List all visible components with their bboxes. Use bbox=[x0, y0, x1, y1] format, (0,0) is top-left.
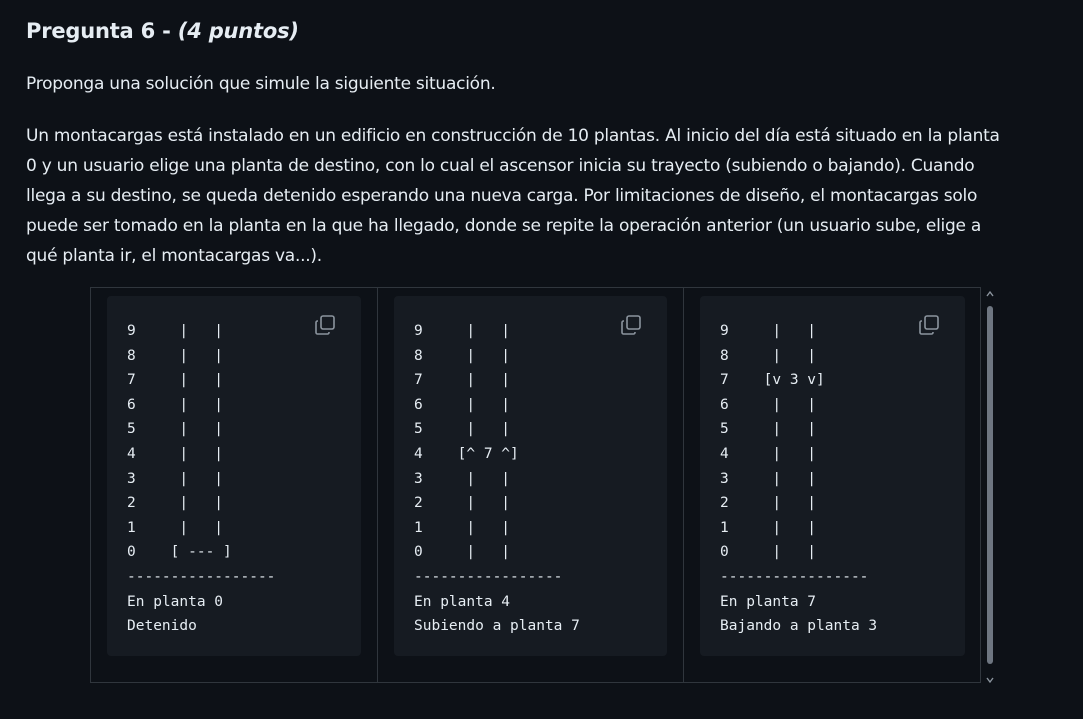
copy-icon bbox=[918, 314, 940, 336]
question-description bbox=[26, 121, 1066, 271]
scroll-thumb[interactable] bbox=[987, 306, 993, 664]
copy-button-1[interactable] bbox=[314, 314, 336, 336]
code-block-1 bbox=[107, 296, 361, 656]
description-line: puede ser tomado en la planta en la que ha llegado, donde se repite la operación anterior (un usuario sube, elige a bbox=[26, 216, 982, 236]
copy-icon bbox=[314, 314, 336, 336]
example-cell-1 bbox=[91, 288, 378, 682]
description-line: qué planta ir, el montacargas va...). bbox=[26, 246, 322, 266]
code-block-3 bbox=[700, 296, 965, 656]
examples-table bbox=[90, 287, 981, 683]
example-cell-2 bbox=[378, 288, 684, 682]
copy-icon bbox=[620, 314, 642, 336]
code-block-2 bbox=[394, 296, 667, 656]
code-text-3: 9 | | 8 | | 7 [v 3 v] 6 | | 5 | | 4 | | 3 | | 2 | | 1 | | 0 | | ----------------- En planta 7 Bajando a planta 3 bbox=[720, 323, 878, 635]
copy-button-3[interactable] bbox=[918, 314, 940, 336]
chevron-down-icon[interactable] bbox=[986, 676, 994, 684]
description-line: llega a su destino, se queda detenido esperando una nueva carga. Por limitaciones de diseño, el montacargas solo bbox=[26, 186, 978, 206]
question-title-text: Pregunta 6 - bbox=[26, 19, 178, 43]
table-scrollbar[interactable] bbox=[984, 288, 996, 682]
code-text-1: 9 | | 8 | | 7 | | 6 | | 5 | | 4 | | 3 | | 2 | | 1 | | 0 [ --- ] ----------------- En planta 0 Detenido bbox=[127, 323, 276, 635]
question-intro: Proponga una solución que simule la siguiente situación. bbox=[26, 74, 496, 94]
question-points: (4 puntos) bbox=[177, 19, 299, 43]
code-text-2: 9 | | 8 | | 7 | | 6 | | 5 | | 4 [^ 7 ^] 3 | | 2 | | 1 | | 0 | | ----------------- En planta 4 Subiendo a planta 7 bbox=[414, 323, 580, 635]
chevron-up-icon[interactable] bbox=[986, 290, 994, 298]
copy-button-2[interactable] bbox=[620, 314, 642, 336]
description-line: 0 y un usuario elige una planta de destino, con lo cual el ascensor inicia su trayecto (subiendo o bajando). Cuando bbox=[26, 156, 975, 176]
question-title bbox=[26, 19, 299, 43]
example-cell-3 bbox=[684, 288, 980, 682]
description-line: Un montacargas está instalado en un edificio en construcción de 10 plantas. Al inicio del día está situado en la planta bbox=[26, 126, 1000, 146]
